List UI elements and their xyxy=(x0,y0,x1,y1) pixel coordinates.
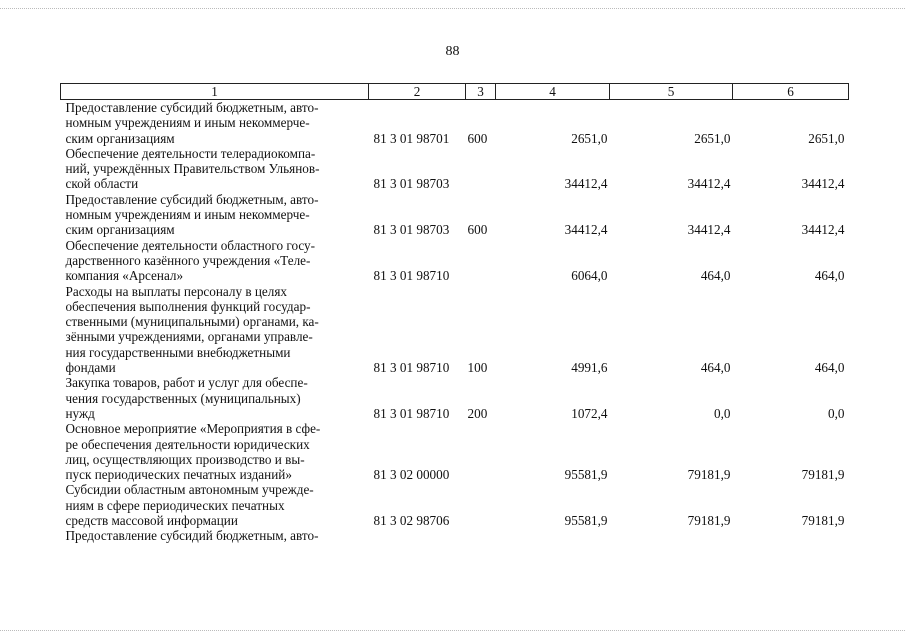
description-line: номным учреждениям и иным некоммерче- xyxy=(65,115,310,131)
table-row xyxy=(61,528,849,543)
row-value-col6: 0,0 xyxy=(828,405,845,421)
row-value-col5: 79181,9 xyxy=(687,513,731,529)
table-row xyxy=(61,100,849,146)
description-line: Обеспечение деятельности телерадиокомпа- xyxy=(65,145,316,161)
row-value-col4: 95581,9 xyxy=(564,513,608,529)
row-code xyxy=(369,528,466,543)
row-expense-type: 200 xyxy=(467,405,488,421)
description-line: Предоставление субсидий бюджетным, авто- xyxy=(65,528,319,544)
row-value-col4: 4991,6 xyxy=(571,360,608,376)
row-value-col6: 2651,0 xyxy=(808,130,845,146)
description-line: Расходы на выплаты персоналу в целях xyxy=(65,283,288,299)
row-value-col6 xyxy=(733,528,849,543)
description-line: нужд xyxy=(65,405,95,421)
row-value-col6: 464,0 xyxy=(814,268,845,284)
description-line: средств массовой информации xyxy=(65,513,238,529)
description-line: ния государственными внебюджетными xyxy=(65,344,291,360)
row-expense-type xyxy=(466,528,496,543)
table-body xyxy=(61,100,849,544)
column-header-6: 6 xyxy=(733,84,849,100)
row-value-col5: 34412,4 xyxy=(687,222,731,238)
row-description xyxy=(61,284,369,376)
row-description xyxy=(61,482,369,528)
description-line: фондами xyxy=(65,360,116,376)
row-expense-type xyxy=(466,146,496,192)
table-row xyxy=(61,482,849,528)
description-line: ским организациям xyxy=(65,130,175,146)
row-description xyxy=(61,375,369,421)
table-row xyxy=(61,146,849,192)
description-line: чения государственных (муниципальных) xyxy=(65,390,301,406)
row-description xyxy=(61,100,369,146)
row-value-col6: 79181,9 xyxy=(801,513,845,529)
row-code: 81 3 02 00000 xyxy=(373,467,450,483)
row-code: 81 3 01 98701 xyxy=(373,130,450,146)
table-header-row xyxy=(61,84,849,100)
row-code: 81 3 01 98710 xyxy=(373,268,450,284)
description-line: Закупка товаров, работ и услуг для обеспе- xyxy=(65,375,308,391)
column-header-2: 2 xyxy=(369,84,466,100)
table-row xyxy=(61,192,849,238)
row-value-col4 xyxy=(496,528,610,543)
description-line: ре обеспечения деятельности юридических xyxy=(65,436,310,452)
row-code: 81 3 01 98703 xyxy=(373,222,450,238)
row-description xyxy=(61,192,369,238)
description-line: ским организациям xyxy=(65,222,175,238)
row-value-col4: 34412,4 xyxy=(564,222,608,238)
row-value-col4: 1072,4 xyxy=(571,405,608,421)
row-description xyxy=(61,146,369,192)
row-value-col5: 79181,9 xyxy=(687,467,731,483)
row-value-col6: 464,0 xyxy=(814,360,845,376)
table-row xyxy=(61,284,849,376)
row-value-col5: 464,0 xyxy=(700,360,731,376)
row-value-col5 xyxy=(610,528,733,543)
row-expense-type xyxy=(466,482,496,528)
row-value-col5: 2651,0 xyxy=(694,130,731,146)
table-row xyxy=(61,238,849,284)
description-line: обеспечения выполнения функций государ- xyxy=(65,298,311,314)
row-expense-type: 100 xyxy=(467,360,488,376)
row-code: 81 3 01 98710 xyxy=(373,405,450,421)
description-line: Субсидии областным автономным учрежде- xyxy=(65,482,314,498)
row-code: 81 3 01 98710 xyxy=(373,360,450,376)
row-value-col6: 34412,4 xyxy=(801,176,845,192)
scan-artifact-top xyxy=(0,8,905,13)
budget-table xyxy=(60,83,849,544)
row-value-col6: 34412,4 xyxy=(801,222,845,238)
row-description xyxy=(61,528,369,543)
row-expense-type: 600 xyxy=(467,130,488,146)
description-line: номным учреждениям и иным некоммерче- xyxy=(65,207,310,223)
description-line: ний, учреждённых Правительством Ульянов- xyxy=(65,161,320,177)
page-number: 88 xyxy=(445,44,460,59)
column-header-5: 5 xyxy=(610,84,733,100)
description-line: зёнными учреждениями, органами управле- xyxy=(65,329,313,345)
row-expense-type xyxy=(466,238,496,284)
row-description xyxy=(61,421,369,482)
scan-artifact-bottom xyxy=(0,630,905,635)
description-line: дарственного казённого учреждения «Теле- xyxy=(65,252,311,268)
table-row xyxy=(61,421,849,482)
description-line: Предоставление субсидий бюджетным, авто- xyxy=(65,100,319,115)
column-header-4: 4 xyxy=(496,84,610,100)
description-line: ственными (муниципальными) органами, ка- xyxy=(65,314,319,330)
description-line: ниям в сфере периодических печатных xyxy=(65,497,285,513)
row-expense-type xyxy=(466,421,496,482)
row-value-col4: 95581,9 xyxy=(564,467,608,483)
description-line: лиц, осуществляющих производство и вы- xyxy=(65,451,305,467)
description-line: Основное мероприятие «Мероприятия в сфе- xyxy=(65,421,321,437)
description-line: Предоставление субсидий бюджетным, авто- xyxy=(65,191,319,207)
row-value-col4: 34412,4 xyxy=(564,176,608,192)
row-value-col5: 0,0 xyxy=(714,405,731,421)
row-description xyxy=(61,238,369,284)
row-code: 81 3 01 98703 xyxy=(373,176,450,192)
row-value-col6: 79181,9 xyxy=(801,467,845,483)
row-value-col4: 2651,0 xyxy=(571,130,608,146)
column-header-3: 3 xyxy=(466,84,496,100)
row-expense-type: 600 xyxy=(467,222,488,238)
row-value-col4: 6064,0 xyxy=(571,268,608,284)
description-line: компания «Арсенал» xyxy=(65,268,184,284)
column-header-1: 1 xyxy=(61,84,369,100)
row-code: 81 3 02 98706 xyxy=(373,513,450,529)
description-line: пуск периодических печатных изданий» xyxy=(65,467,292,483)
row-value-col5: 464,0 xyxy=(700,268,731,284)
table-row xyxy=(61,375,849,421)
description-line: Обеспечение деятельности областного госу- xyxy=(65,237,316,253)
description-line: ской области xyxy=(65,176,139,192)
row-value-col5: 34412,4 xyxy=(687,176,731,192)
